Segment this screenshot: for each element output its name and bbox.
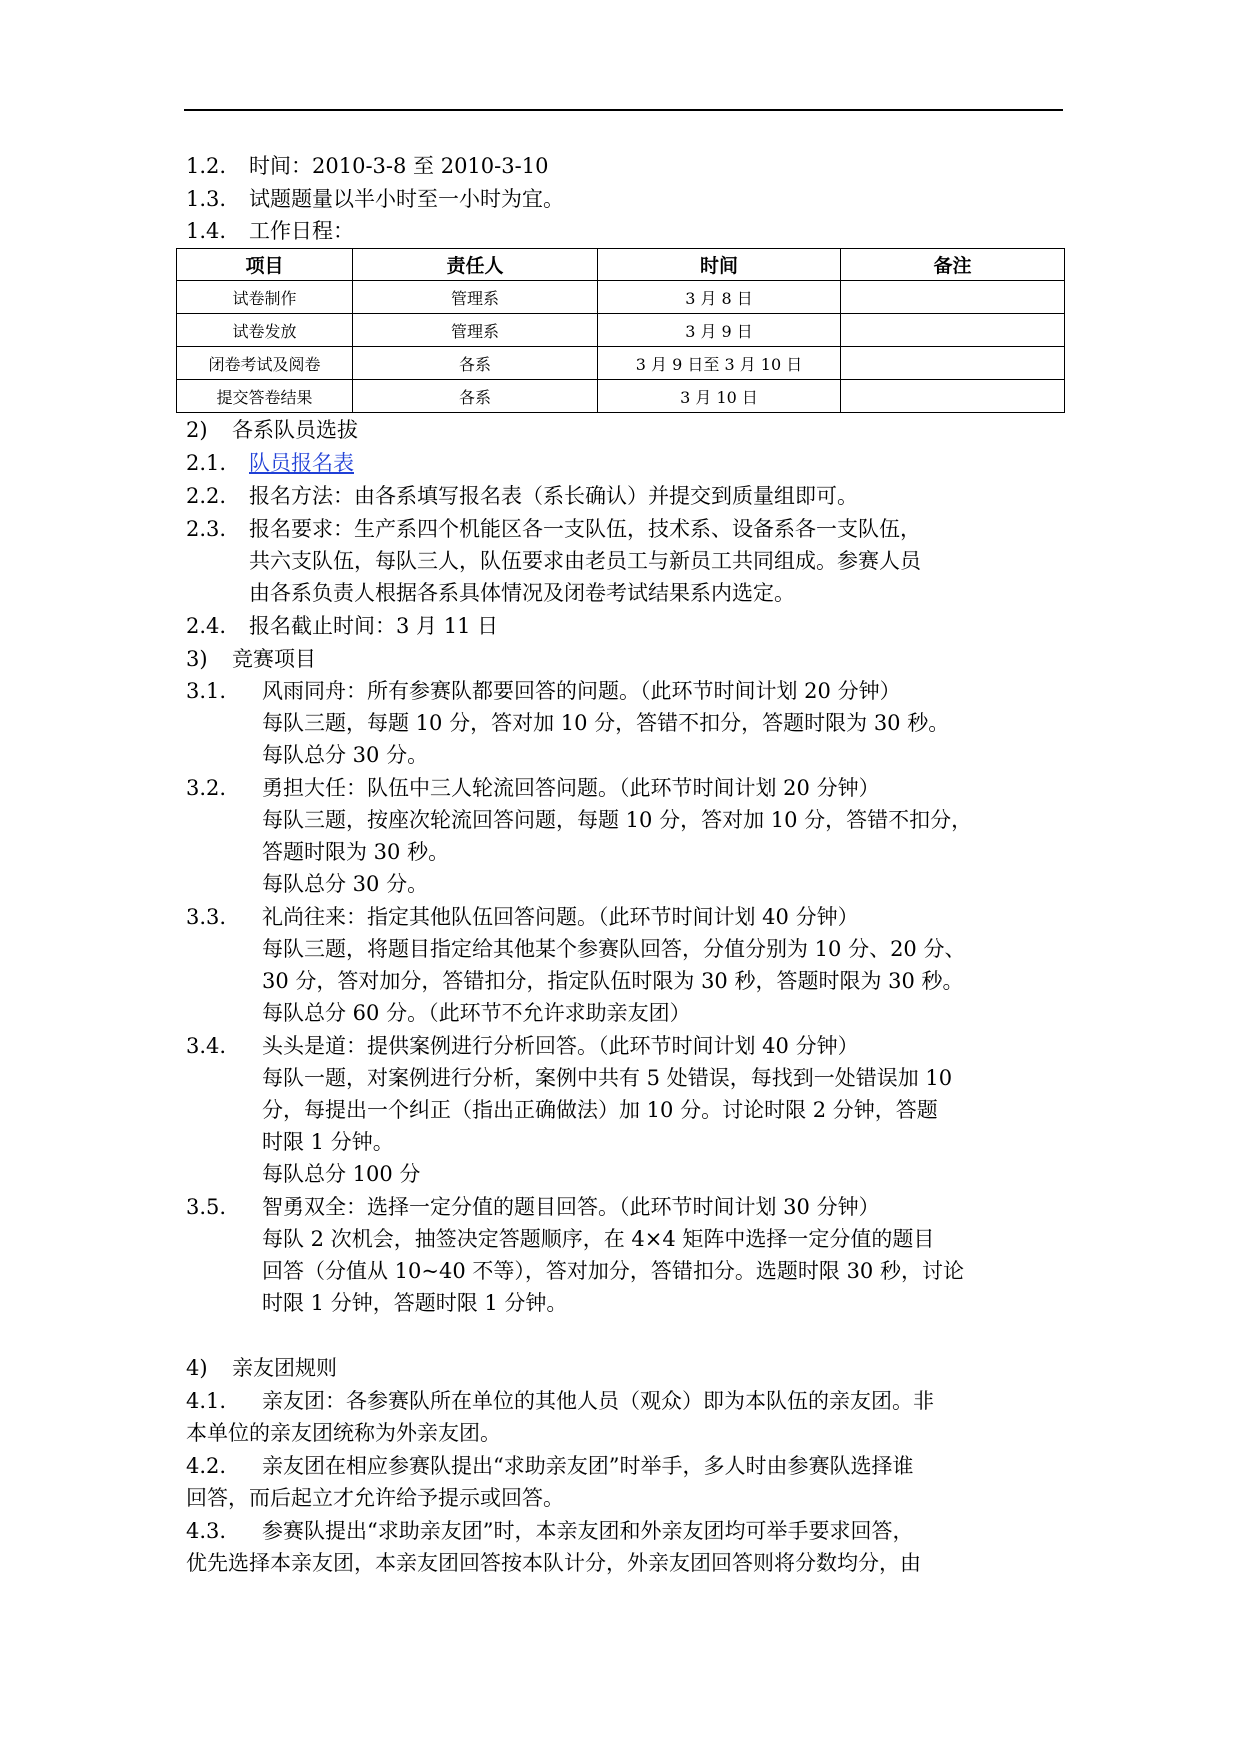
table-row [177,347,1065,380]
table-cell: 各系 [353,380,598,413]
column-header: 时间 [598,249,841,281]
item-text: 共六支队伍，每队三人，队伍要求由老员工与新员工共同组成。参赛人员 [249,549,921,573]
item-text: 回答（分值从 10~40 不等），答对加分，答错扣分。选题时限 30 秒，讨论 [262,1259,964,1283]
item-text: 亲友团：各参赛队所在单位的其他人员（观众）即为本队伍的亲友团。非 [262,1389,934,1413]
column-header: 项目 [177,249,353,281]
item-text: 时间：2010-3-8 至 2010-3-10 [249,154,549,178]
item-text: 每队三题，将题目指定给其他某个参赛队回答，分值分别为 10 分、20 分、 [262,937,966,961]
item-number: 4.2. [186,1454,227,1478]
item-text: 工作日程： [249,219,354,243]
item-text: 每队三题，每题 10 分，答对加 10 分，答错不扣分，答题时限为 30 秒。 [262,711,950,735]
item-text: 时限 1 分钟。 [262,1130,394,1154]
item-number: 2.4. [186,614,227,638]
item-text: 每队总分 60 分。（此环节不允许求助亲友团） [262,1001,691,1025]
table-cell: 3 月 10 日 [598,380,841,413]
section-number: 2) [186,418,208,442]
item-number: 1.3. [186,187,227,211]
item-number: 2.3. [186,517,227,541]
table-header-row [177,249,1065,281]
item-text: 礼尚往来：指定其他队伍回答问题。（此环节时间计划 40 分钟） [262,905,859,929]
table-cell: 提交答卷结果 [177,380,353,413]
item-text: 智勇双全：选择一定分值的题目回答。（此环节时间计划 30 分钟） [262,1195,880,1219]
registration-form-link[interactable]: 队员报名表 [249,451,354,475]
item-text: 亲友团在相应参赛队提出“求助亲友团”时举手，多人时由参赛队选择谁 [262,1454,914,1478]
table-row [177,281,1065,314]
item-text: 答题时限为 30 秒。 [262,840,450,864]
item-number: 3.1. [186,679,227,703]
section-title: 亲友团规则 [232,1356,337,1380]
item-text: 风雨同舟：所有参赛队都要回答的问题。（此环节时间计划 20 分钟） [262,679,901,703]
header-rule [184,109,1063,111]
section-number: 3) [186,647,208,671]
table-cell [841,281,1065,314]
table-row [177,380,1065,413]
item-number: 3.3. [186,905,227,929]
item-text: 回答，而后起立才允许给予提示或回答。 [186,1486,564,1510]
table-cell: 3 月 8 日 [598,281,841,314]
table-cell: 3 月 9 日至 3 月 10 日 [598,347,841,380]
item-number: 2.1. [186,451,227,475]
table-cell [841,314,1065,347]
item-text: 参赛队提出“求助亲友团”时，本亲友团和外亲友团均可举手要求回答， [262,1519,914,1543]
item-text: 本单位的亲友团统称为外亲友团。 [186,1421,501,1445]
item-number: 3.4. [186,1034,227,1058]
item-text: 报名要求：生产系四个机能区各一支队伍，技术系、设备系各一支队伍， [249,517,921,541]
section-title: 各系队员选拔 [232,418,358,442]
item-number: 2.2. [186,484,227,508]
item-text: 试题题量以半小时至一小时为宜。 [249,187,564,211]
column-header: 备注 [841,249,1065,281]
item-text: 由各系负责人根据各系具体情况及闭卷考试结果系内选定。 [249,581,795,605]
item-text: 每队总分 100 分 [262,1162,421,1186]
item-text: 每队总分 30 分。 [262,743,429,767]
table-cell [841,380,1065,413]
table-cell [841,347,1065,380]
item-text: 每队三题，按座次轮流回答问题，每题 10 分，答对加 10 分，答错不扣分， [262,808,973,832]
table-row [177,314,1065,347]
item-text: 报名方法：由各系填写报名表（系长确认）并提交到质量组即可。 [249,484,858,508]
item-number: 1.4. [186,219,227,243]
item-text: 时限 1 分钟，答题时限 1 分钟。 [262,1291,568,1315]
table-cell: 闭卷考试及阅卷 [177,347,353,380]
table-cell: 试卷发放 [177,314,353,347]
table-cell: 3 月 9 日 [598,314,841,347]
table-cell: 管理系 [353,314,598,347]
item-text: 优先选择本亲友团，本亲友团回答按本队计分，外亲友团回答则将分数均分，由 [186,1551,921,1575]
schedule-table [176,248,1065,413]
item-text: 每队一题，对案例进行分析，案例中共有 5 处错误，每找到一处错误加 10 [262,1066,953,1090]
column-header: 责任人 [353,249,598,281]
item-text: 报名截止时间：3 月 11 日 [249,614,499,638]
item-number: 4.3. [186,1519,227,1543]
item-text: 每队总分 30 分。 [262,872,429,896]
item-number: 4.1. [186,1389,227,1413]
item-text: 30 分，答对加分，答错扣分，指定队伍时限为 30 秒，答题时限为 30 秒。 [262,969,964,993]
item-number: 3.2. [186,776,227,800]
section-number: 4) [186,1356,208,1380]
table-cell: 试卷制作 [177,281,353,314]
table-cell: 各系 [353,347,598,380]
item-text: 分，每提出一个纠正（指出正确做法）加 10 分。讨论时限 2 分钟，答题 [262,1098,938,1122]
item-text: 头头是道：提供案例进行分析回答。（此环节时间计划 40 分钟） [262,1034,859,1058]
item-text: 每队 2 次机会，抽签决定答题顺序，在 4×4 矩阵中选择一定分值的题目 [262,1227,935,1251]
table-cell: 管理系 [353,281,598,314]
item-number: 3.5. [186,1195,227,1219]
item-number: 1.2. [186,154,227,178]
item-text: 勇担大任：队伍中三人轮流回答问题。（此环节时间计划 20 分钟） [262,776,880,800]
section-title: 竞赛项目 [232,647,316,671]
